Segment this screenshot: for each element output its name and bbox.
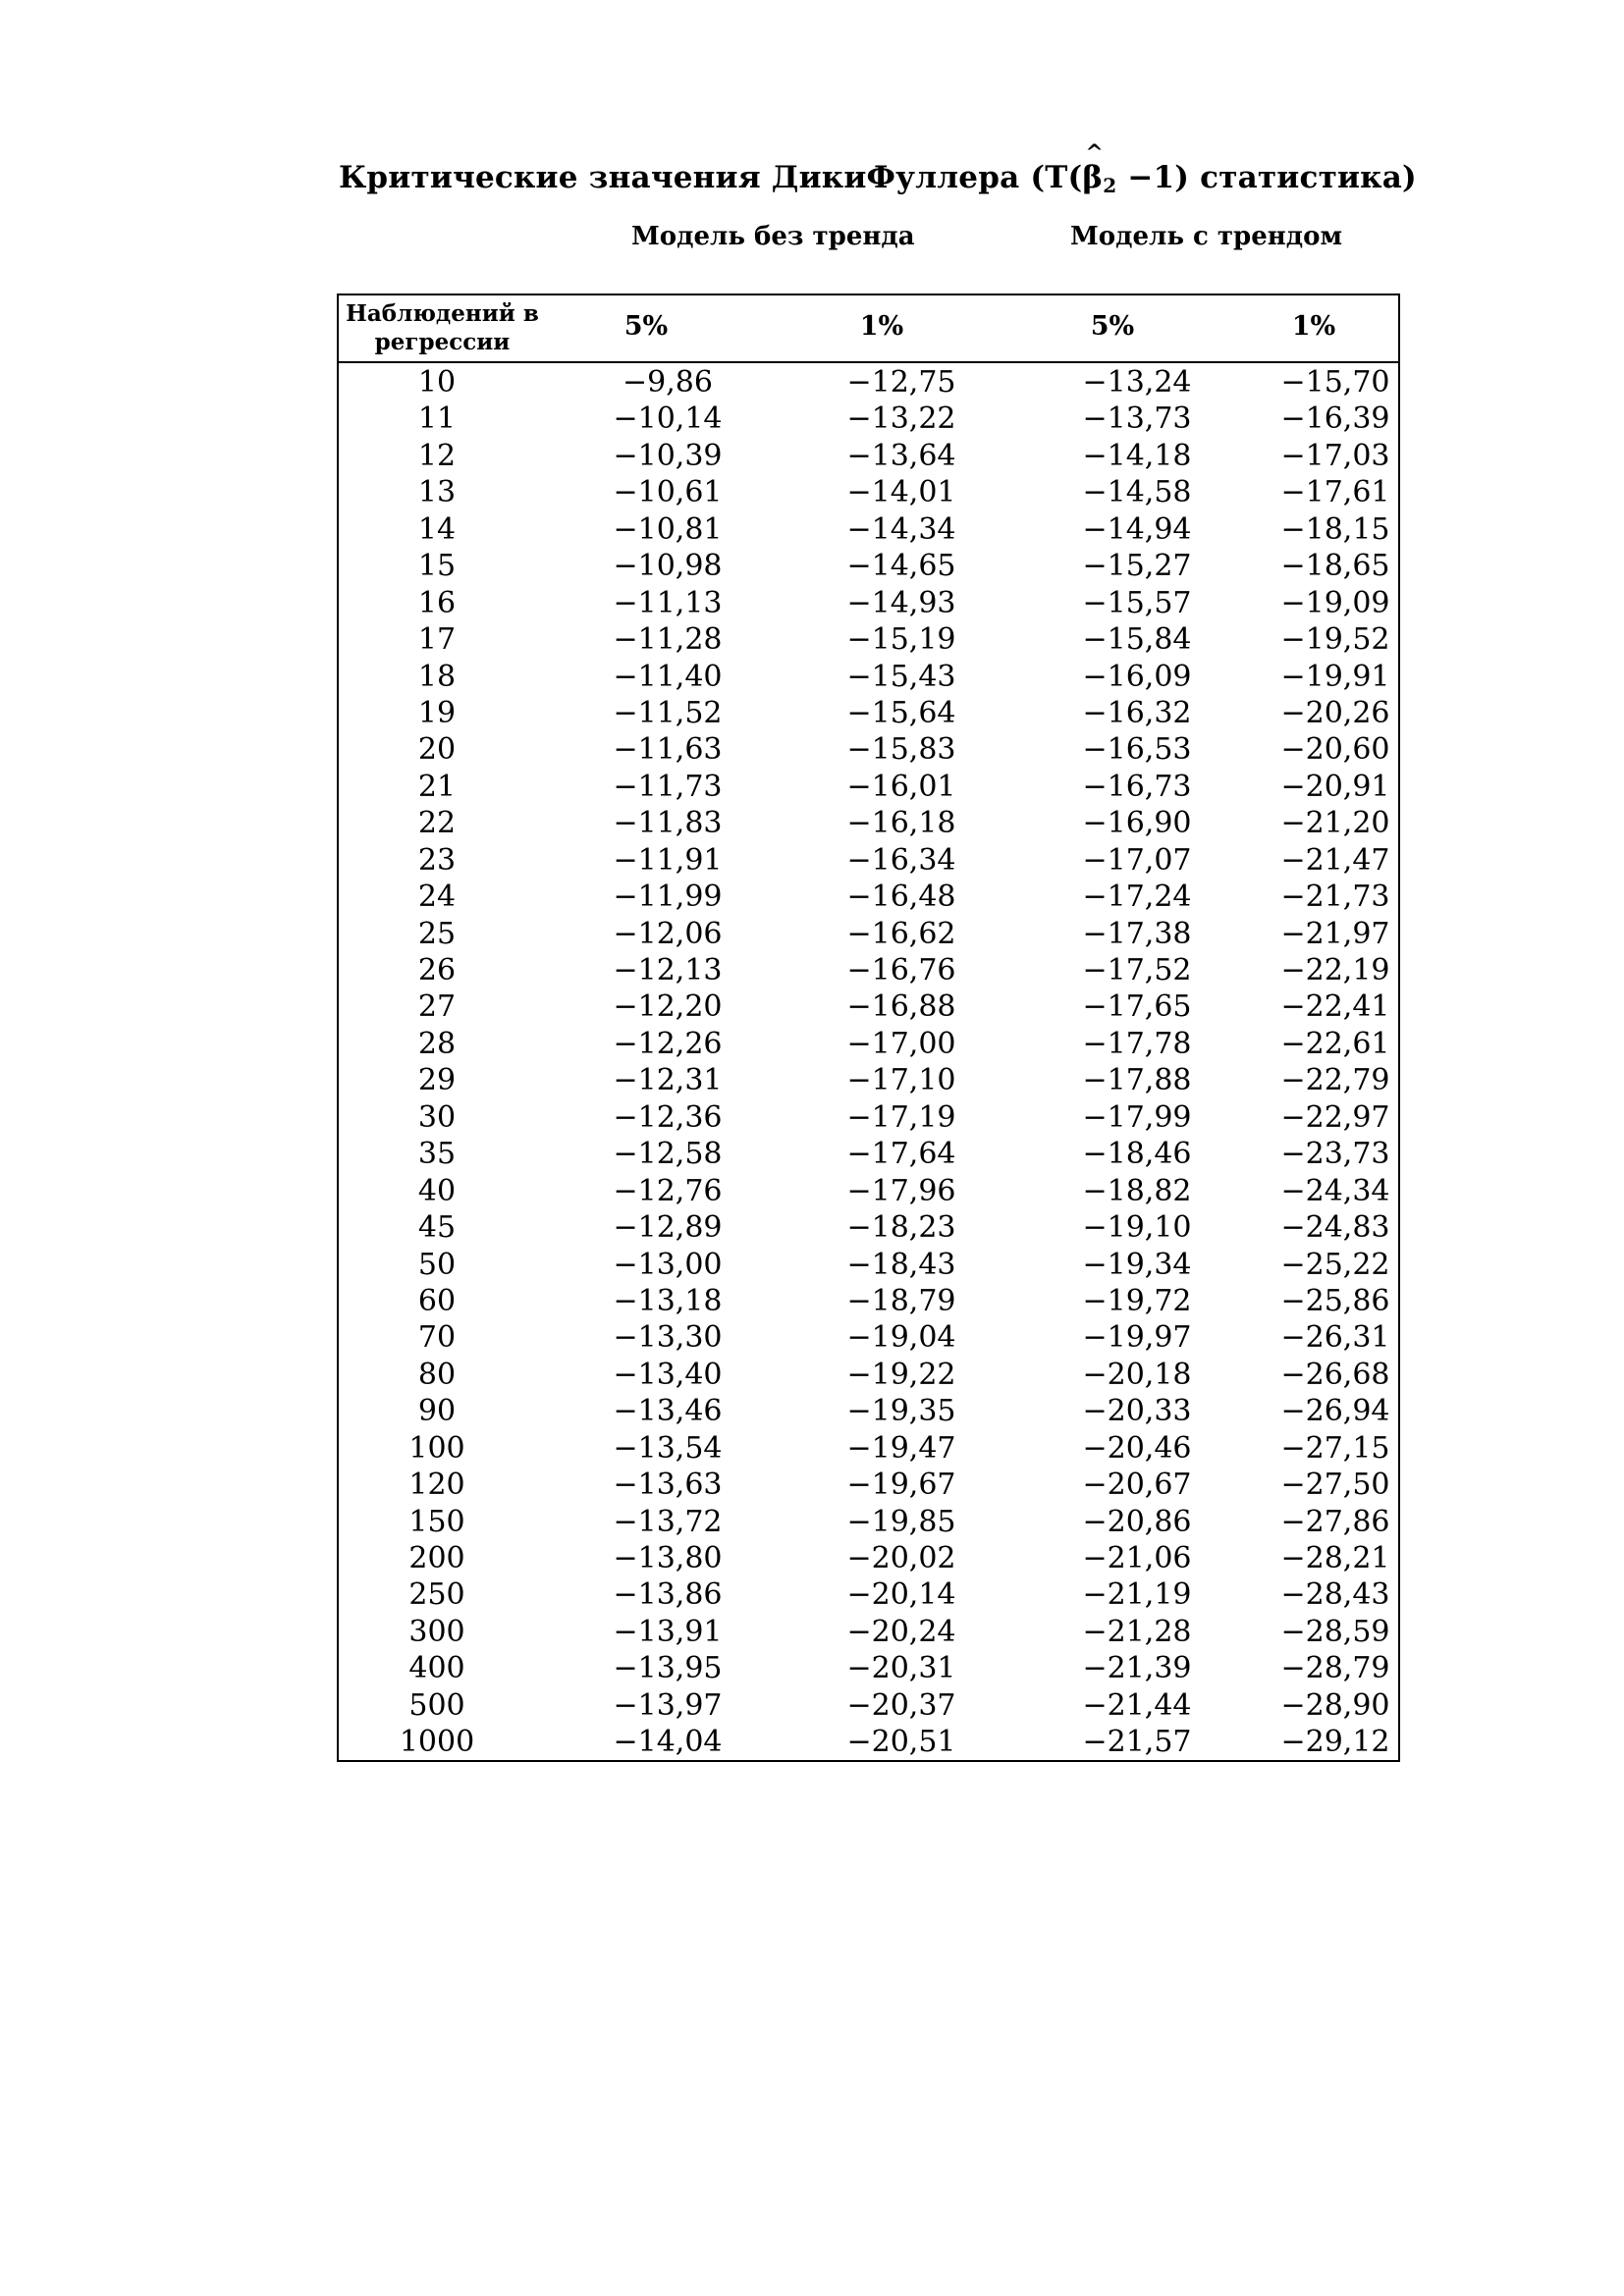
table-row bbox=[339, 548, 1398, 584]
cell-no-trend-5: −10,98 bbox=[613, 549, 723, 584]
cell-trend-5: −17,65 bbox=[1082, 989, 1192, 1025]
table-row bbox=[339, 1209, 1398, 1246]
cell-no-trend-1: −16,48 bbox=[846, 880, 956, 915]
cell-trend-5: −19,72 bbox=[1082, 1283, 1192, 1318]
cell-trend-1: −21,97 bbox=[1280, 916, 1390, 951]
cell-no-trend-1: −13,64 bbox=[846, 438, 956, 473]
cell-trend-1: −19,52 bbox=[1280, 622, 1390, 658]
table-row bbox=[339, 1614, 1398, 1650]
cell-trend-1: −24,34 bbox=[1280, 1173, 1390, 1208]
group-heading-trend: Модель с трендом bbox=[1070, 222, 1343, 251]
cell-no-trend-5: −12,36 bbox=[613, 1099, 723, 1135]
cell-trend-1: −19,91 bbox=[1280, 659, 1390, 694]
cell-observations: 10 bbox=[417, 365, 457, 400]
cell-trend-5: −16,09 bbox=[1082, 659, 1192, 694]
cell-no-trend-1: −19,35 bbox=[846, 1394, 956, 1429]
header-no-trend-1: 1% bbox=[859, 311, 904, 342]
table-row bbox=[339, 1650, 1398, 1686]
cell-observations: 21 bbox=[417, 769, 457, 804]
table-row bbox=[339, 1357, 1398, 1393]
table-row bbox=[339, 511, 1398, 548]
header-trend-5: 5% bbox=[1090, 311, 1135, 342]
cell-no-trend-5: −13,46 bbox=[613, 1394, 723, 1429]
cell-no-trend-5: −11,73 bbox=[613, 769, 723, 804]
cell-trend-1: −27,50 bbox=[1280, 1468, 1390, 1503]
table-row bbox=[339, 842, 1398, 879]
cell-observations: 29 bbox=[417, 1063, 457, 1098]
table-row bbox=[339, 438, 1398, 474]
cell-no-trend-1: −20,31 bbox=[846, 1651, 956, 1686]
cell-observations: 120 bbox=[408, 1468, 465, 1503]
cell-observations: 26 bbox=[417, 953, 457, 988]
table-row bbox=[339, 364, 1398, 400]
cell-trend-1: −19,09 bbox=[1280, 585, 1390, 620]
cell-trend-5: −20,33 bbox=[1082, 1394, 1192, 1429]
cell-no-trend-1: −14,34 bbox=[846, 511, 956, 547]
table-row bbox=[339, 988, 1398, 1025]
cell-no-trend-1: −14,65 bbox=[846, 549, 956, 584]
cell-no-trend-1: −16,62 bbox=[846, 916, 956, 951]
cell-trend-1: −17,03 bbox=[1280, 438, 1390, 473]
cell-trend-1: −22,41 bbox=[1280, 989, 1390, 1025]
cell-observations: 250 bbox=[408, 1577, 465, 1613]
cell-trend-5: −14,94 bbox=[1082, 511, 1192, 547]
cell-trend-1: −28,90 bbox=[1280, 1687, 1390, 1723]
cell-trend-5: −21,57 bbox=[1082, 1725, 1192, 1760]
table-row bbox=[339, 585, 1398, 621]
cell-no-trend-5: −11,63 bbox=[613, 732, 723, 768]
critical-values-table bbox=[337, 294, 1400, 1762]
cell-observations: 40 bbox=[417, 1173, 457, 1208]
cell-trend-5: −17,99 bbox=[1082, 1099, 1192, 1135]
table-row bbox=[339, 805, 1398, 841]
cell-no-trend-1: −12,75 bbox=[846, 365, 956, 400]
cell-trend-1: −25,86 bbox=[1280, 1283, 1390, 1318]
table-row bbox=[339, 1430, 1398, 1467]
cell-trend-5: −17,78 bbox=[1082, 1026, 1192, 1061]
cell-observations: 45 bbox=[417, 1210, 457, 1246]
cell-trend-1: −21,20 bbox=[1280, 806, 1390, 841]
cell-observations: 150 bbox=[408, 1504, 465, 1539]
cell-trend-5: −17,38 bbox=[1082, 916, 1192, 951]
cell-observations: 25 bbox=[417, 916, 457, 951]
cell-no-trend-5: −12,26 bbox=[613, 1026, 723, 1061]
cell-trend-5: −16,32 bbox=[1082, 695, 1192, 730]
cell-no-trend-1: −16,34 bbox=[846, 842, 956, 878]
table-row bbox=[339, 1687, 1398, 1724]
cell-trend-1: −22,19 bbox=[1280, 953, 1390, 988]
cell-trend-5: −16,73 bbox=[1082, 769, 1192, 804]
cell-no-trend-1: −17,96 bbox=[846, 1173, 956, 1208]
cell-trend-1: −22,61 bbox=[1280, 1026, 1390, 1061]
cell-no-trend-5: −12,58 bbox=[613, 1137, 723, 1172]
cell-trend-5: −16,53 bbox=[1082, 732, 1192, 768]
table-row bbox=[339, 1467, 1398, 1503]
cell-no-trend-1: −19,47 bbox=[846, 1430, 956, 1466]
table-row bbox=[339, 1540, 1398, 1576]
cell-trend-5: −15,27 bbox=[1082, 549, 1192, 584]
cell-no-trend-5: −11,28 bbox=[613, 622, 723, 658]
table-row bbox=[339, 1283, 1398, 1319]
cell-no-trend-1: −15,64 bbox=[846, 695, 956, 730]
cell-observations: 12 bbox=[417, 438, 457, 473]
cell-observations: 90 bbox=[417, 1394, 457, 1429]
table-row bbox=[339, 474, 1398, 510]
cell-trend-5: −19,34 bbox=[1082, 1247, 1192, 1282]
cell-trend-5: −21,39 bbox=[1082, 1651, 1192, 1686]
cell-trend-5: −17,07 bbox=[1082, 842, 1192, 878]
table-row bbox=[339, 400, 1398, 437]
cell-no-trend-5: −11,40 bbox=[613, 659, 723, 694]
cell-trend-5: −15,84 bbox=[1082, 622, 1192, 658]
cell-trend-5: −21,44 bbox=[1082, 1687, 1192, 1723]
table-row bbox=[339, 695, 1398, 731]
title-beta-hat bbox=[1082, 140, 1117, 197]
cell-no-trend-5: −13,72 bbox=[613, 1504, 723, 1539]
cell-observations: 18 bbox=[417, 659, 457, 694]
cell-observations: 17 bbox=[417, 622, 457, 658]
cell-no-trend-1: −16,76 bbox=[846, 953, 956, 988]
cell-no-trend-1: −19,67 bbox=[846, 1468, 956, 1503]
cell-no-trend-1: −17,64 bbox=[846, 1137, 956, 1172]
table-row bbox=[339, 952, 1398, 988]
table-row bbox=[339, 1173, 1398, 1209]
group-heading-no-trend: Модель без тренда bbox=[631, 222, 915, 251]
cell-no-trend-1: −14,93 bbox=[846, 585, 956, 620]
cell-no-trend-1: −18,79 bbox=[846, 1283, 956, 1318]
table-row bbox=[339, 1576, 1398, 1613]
cell-no-trend-5: −9,86 bbox=[623, 365, 713, 400]
cell-no-trend-5: −13,40 bbox=[613, 1357, 723, 1392]
title-suffix: −1) статистика) bbox=[1116, 160, 1417, 195]
table-row bbox=[339, 916, 1398, 952]
cell-trend-1: −23,73 bbox=[1280, 1137, 1390, 1172]
cell-trend-5: −21,19 bbox=[1082, 1577, 1192, 1613]
cell-trend-5: −14,58 bbox=[1082, 475, 1192, 510]
cell-trend-1: −20,91 bbox=[1280, 769, 1390, 804]
cell-no-trend-5: −12,89 bbox=[613, 1210, 723, 1246]
cell-no-trend-1: −19,22 bbox=[846, 1357, 956, 1392]
title-beta: β bbox=[1082, 160, 1104, 195]
cell-no-trend-5: −12,20 bbox=[613, 989, 723, 1025]
cell-trend-5: −13,73 bbox=[1082, 401, 1192, 437]
cell-no-trend-1: −17,10 bbox=[846, 1063, 956, 1098]
cell-no-trend-5: −13,00 bbox=[613, 1247, 723, 1282]
cell-trend-5: −13,24 bbox=[1082, 365, 1192, 400]
cell-observations: 30 bbox=[417, 1099, 457, 1135]
cell-trend-5: −21,28 bbox=[1082, 1614, 1192, 1649]
cell-no-trend-5: −12,13 bbox=[613, 953, 723, 988]
cell-no-trend-5: −12,76 bbox=[613, 1173, 723, 1208]
cell-no-trend-1: −16,88 bbox=[846, 989, 956, 1025]
table-row bbox=[339, 1099, 1398, 1136]
cell-trend-5: −19,97 bbox=[1082, 1320, 1192, 1356]
cell-trend-5: −15,57 bbox=[1082, 585, 1192, 620]
cell-no-trend-1: −17,00 bbox=[846, 1026, 956, 1061]
table-row bbox=[339, 1393, 1398, 1429]
cell-no-trend-1: −15,19 bbox=[846, 622, 956, 658]
table-row bbox=[339, 1136, 1398, 1172]
cell-no-trend-5: −10,81 bbox=[613, 511, 723, 547]
cell-trend-5: −20,18 bbox=[1082, 1357, 1192, 1392]
cell-trend-1: −28,21 bbox=[1280, 1541, 1390, 1575]
cell-no-trend-1: −20,51 bbox=[846, 1725, 956, 1760]
header-no-trend-5: 5% bbox=[623, 311, 669, 342]
cell-no-trend-5: −13,54 bbox=[613, 1430, 723, 1466]
cell-trend-1: −18,15 bbox=[1280, 511, 1390, 547]
cell-trend-1: −28,59 bbox=[1280, 1614, 1390, 1649]
cell-trend-5: −17,88 bbox=[1082, 1063, 1192, 1098]
cell-trend-1: −26,68 bbox=[1280, 1357, 1390, 1392]
table-row bbox=[339, 1062, 1398, 1098]
table-row bbox=[339, 1319, 1398, 1356]
cell-no-trend-5: −11,83 bbox=[613, 806, 723, 841]
cell-observations: 1000 bbox=[399, 1725, 475, 1760]
cell-trend-1: −20,26 bbox=[1280, 695, 1390, 730]
cell-observations: 22 bbox=[417, 806, 457, 841]
cell-no-trend-5: −13,95 bbox=[613, 1651, 723, 1686]
cell-no-trend-5: −10,14 bbox=[613, 401, 723, 437]
table-row bbox=[339, 1724, 1398, 1760]
cell-trend-1: −24,83 bbox=[1280, 1210, 1390, 1246]
cell-trend-1: −22,79 bbox=[1280, 1063, 1390, 1098]
cell-observations: 13 bbox=[417, 475, 457, 510]
table-row bbox=[339, 879, 1398, 915]
cell-trend-1: −18,65 bbox=[1280, 549, 1390, 584]
cell-no-trend-1: −16,18 bbox=[846, 806, 956, 841]
cell-trend-5: −17,24 bbox=[1082, 880, 1192, 915]
cell-trend-1: −21,73 bbox=[1280, 880, 1390, 915]
cell-trend-5: −14,18 bbox=[1082, 438, 1192, 473]
cell-trend-1: −17,61 bbox=[1280, 475, 1390, 510]
cell-trend-5: −18,46 bbox=[1082, 1137, 1192, 1172]
cell-no-trend-1: −15,83 bbox=[846, 732, 956, 768]
cell-observations: 35 bbox=[417, 1137, 457, 1172]
cell-no-trend-5: −11,99 bbox=[613, 880, 723, 915]
cell-no-trend-5: −10,39 bbox=[613, 438, 723, 473]
cell-no-trend-5: −13,97 bbox=[613, 1687, 723, 1723]
cell-no-trend-5: −13,91 bbox=[613, 1614, 723, 1649]
cell-observations: 70 bbox=[417, 1320, 457, 1356]
cell-observations: 27 bbox=[417, 989, 457, 1025]
cell-trend-1: −28,79 bbox=[1280, 1651, 1390, 1686]
cell-trend-5: −19,10 bbox=[1082, 1210, 1192, 1246]
cell-observations: 16 bbox=[417, 585, 457, 620]
title-hat: ^ bbox=[1085, 140, 1105, 166]
cell-no-trend-1: −18,43 bbox=[846, 1247, 956, 1282]
cell-trend-1: −22,97 bbox=[1280, 1099, 1390, 1135]
header-divider bbox=[339, 361, 1398, 363]
cell-trend-5: −17,52 bbox=[1082, 953, 1192, 988]
title-prefix: Критические значения ДикиФуллера (T( bbox=[339, 160, 1083, 195]
cell-no-trend-1: −14,01 bbox=[846, 475, 956, 510]
cell-observations: 11 bbox=[417, 401, 457, 437]
cell-trend-1: −20,60 bbox=[1280, 732, 1390, 768]
table-row bbox=[339, 621, 1398, 658]
cell-trend-1: −28,43 bbox=[1280, 1577, 1390, 1613]
cell-trend-1: −26,94 bbox=[1280, 1394, 1390, 1429]
cell-observations: 23 bbox=[417, 842, 457, 878]
cell-no-trend-5: −13,86 bbox=[613, 1577, 723, 1613]
cell-observations: 200 bbox=[408, 1541, 465, 1575]
cell-trend-1: −15,70 bbox=[1280, 365, 1390, 400]
header-observations: Наблюдений в регрессии bbox=[346, 300, 539, 355]
cell-no-trend-1: −17,19 bbox=[846, 1099, 956, 1135]
cell-trend-5: −20,67 bbox=[1082, 1468, 1192, 1503]
cell-observations: 15 bbox=[417, 549, 457, 584]
cell-trend-1: −26,31 bbox=[1280, 1320, 1390, 1356]
cell-observations: 80 bbox=[417, 1357, 457, 1392]
table-row bbox=[339, 731, 1398, 768]
cell-trend-1: −21,47 bbox=[1280, 842, 1390, 878]
table-body bbox=[339, 364, 1398, 1761]
cell-no-trend-1: −20,14 bbox=[846, 1577, 956, 1613]
cell-no-trend-5: −11,13 bbox=[613, 585, 723, 620]
table-row bbox=[339, 1504, 1398, 1540]
cell-observations: 60 bbox=[417, 1283, 457, 1318]
cell-observations: 50 bbox=[417, 1247, 457, 1282]
cell-observations: 500 bbox=[408, 1687, 465, 1723]
cell-no-trend-1: −15,43 bbox=[846, 659, 956, 694]
cell-trend-5: −20,86 bbox=[1082, 1504, 1192, 1539]
title-subscript: 2 bbox=[1103, 174, 1117, 197]
cell-observations: 14 bbox=[417, 511, 457, 547]
cell-observations: 28 bbox=[417, 1026, 457, 1061]
cell-trend-1: −29,12 bbox=[1280, 1725, 1390, 1760]
cell-observations: 19 bbox=[417, 695, 457, 730]
cell-no-trend-5: −13,63 bbox=[613, 1468, 723, 1503]
cell-trend-5: −21,06 bbox=[1082, 1541, 1192, 1575]
cell-trend-1: −16,39 bbox=[1280, 401, 1390, 437]
cell-no-trend-1: −19,04 bbox=[846, 1320, 956, 1356]
cell-trend-1: −27,15 bbox=[1280, 1430, 1390, 1466]
table-row bbox=[339, 769, 1398, 805]
cell-trend-5: −20,46 bbox=[1082, 1430, 1192, 1466]
cell-no-trend-1: −16,01 bbox=[846, 769, 956, 804]
cell-no-trend-5: −10,61 bbox=[613, 475, 723, 510]
cell-no-trend-1: −13,22 bbox=[846, 401, 956, 437]
cell-no-trend-5: −13,18 bbox=[613, 1283, 723, 1318]
table-row bbox=[339, 1247, 1398, 1283]
page-title bbox=[339, 140, 1417, 197]
cell-no-trend-1: −20,02 bbox=[846, 1541, 956, 1575]
cell-observations: 20 bbox=[417, 732, 457, 768]
cell-no-trend-1: −18,23 bbox=[846, 1210, 956, 1246]
cell-trend-5: −16,90 bbox=[1082, 806, 1192, 841]
cell-trend-1: −25,22 bbox=[1280, 1247, 1390, 1282]
cell-observations: 400 bbox=[408, 1651, 465, 1686]
cell-observations: 24 bbox=[417, 880, 457, 915]
header-trend-1: 1% bbox=[1291, 311, 1336, 342]
cell-trend-5: −18,82 bbox=[1082, 1173, 1192, 1208]
cell-no-trend-1: −20,24 bbox=[846, 1614, 956, 1649]
cell-observations: 300 bbox=[408, 1614, 465, 1649]
cell-no-trend-5: −13,30 bbox=[613, 1320, 723, 1356]
cell-no-trend-5: −13,80 bbox=[613, 1541, 723, 1575]
cell-no-trend-5: −11,52 bbox=[613, 695, 723, 730]
table-row bbox=[339, 659, 1398, 695]
cell-no-trend-1: −19,85 bbox=[846, 1504, 956, 1539]
cell-no-trend-5: −14,04 bbox=[613, 1725, 723, 1760]
cell-trend-1: −27,86 bbox=[1280, 1504, 1390, 1539]
cell-no-trend-5: −12,31 bbox=[613, 1063, 723, 1098]
table-row bbox=[339, 1026, 1398, 1062]
cell-no-trend-5: −12,06 bbox=[613, 916, 723, 951]
cell-no-trend-1: −20,37 bbox=[846, 1687, 956, 1723]
cell-no-trend-5: −11,91 bbox=[613, 842, 723, 878]
cell-observations: 100 bbox=[408, 1430, 465, 1466]
